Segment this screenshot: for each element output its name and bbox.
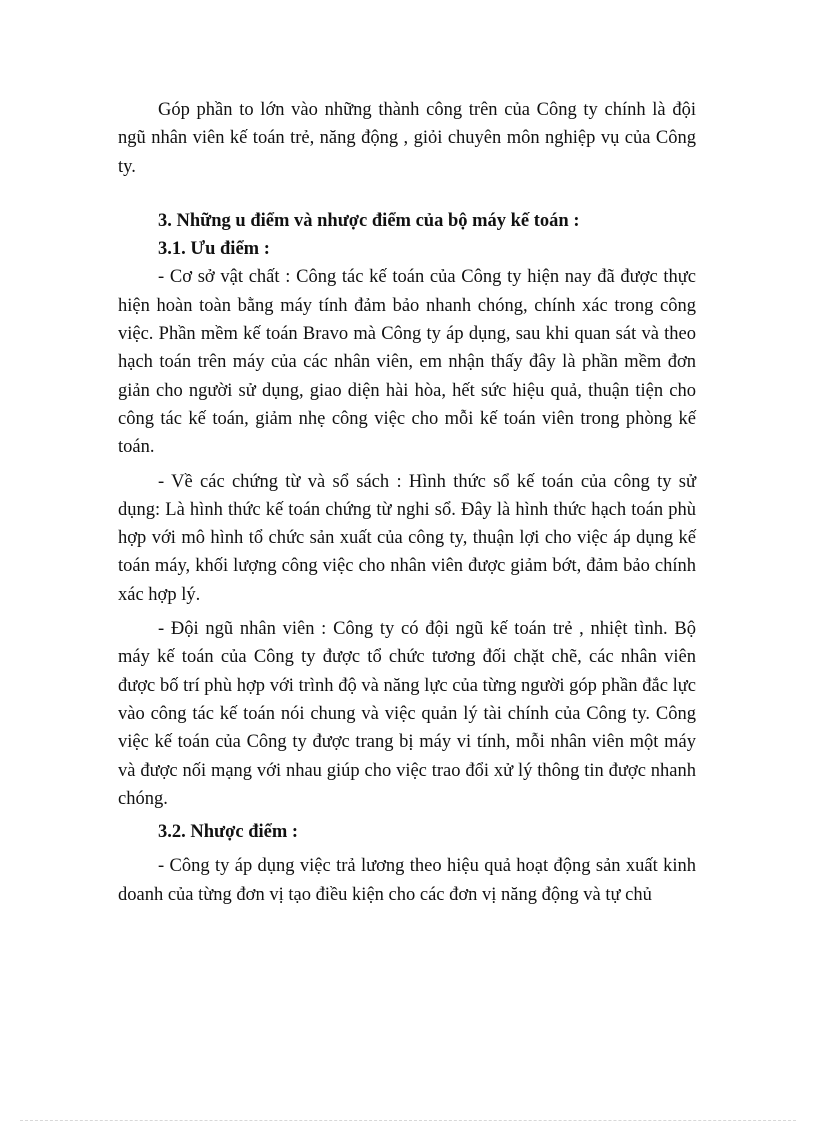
- page-bottom-divider: [20, 1120, 796, 1121]
- paragraph-staff: - Đội ngũ nhân viên : Công ty có đội ngũ kế toán trẻ , nhiệt tình. Bộ máy kế toán của Công ty được tổ chức tương đối chặt chẽ, các nhân viên được bố trí phù hợp với trình độ và năng lực của từng người góp phần đắc lực vào công tác kế toán nói chung và việc quản lý tài chính của Công ty. Công việc kế toán của Công ty được trang bị máy vi tính, mỗi nhân viên một máy và được nối mạng với nhau giúp cho việc trao đổi xử lý thông tin được nhanh chóng.: [118, 619, 696, 809]
- paragraph-documents: - Về các chứng từ và sổ sách : Hình thức sổ kế toán của công ty sử dụng: Là hình thức kế toán chứng từ nghi sổ. Đây là hình thức hạch toán phù hợp với mô hình tổ chức sản xuất của công ty, thuận lợi cho việc áp dụng kế toán máy, khối lượng công việc cho nhân viên được giảm bớt, đảm bảo chính xác hợp lý.: [118, 471, 696, 605]
- paragraph-disadvantage: - Công ty áp dụng việc trả lương theo hiệu quả hoạt động sản xuất kinh doanh của từng đơn vị tạo điều kiện cho các đơn vị năng động và tự chủ: [118, 856, 696, 905]
- subsection-heading-3-2: 3.2. Nhược điểm :: [158, 822, 299, 843]
- paragraph-facilities: - Cơ sở vật chất : Công tác kế toán của Công ty hiện nay đã được thực hiện hoàn toàn bằng máy tính đảm bảo nhanh chóng, chính xác trong công việc. Phần mềm kế toán Bravo mà Công ty áp dụng, sau khi quan sát và theo hạch toán trên máy của các nhân viên, em nhận thấy đây là phần mềm đơn giản cho người sử dụng, giao diện hài hòa, hết sức hiệu quả, thuận tiện cho công tác kế toán, giảm nhẹ công việc cho mỗi kế toán viên trong phòng kế toán.: [118, 267, 696, 458]
- section-heading-3: 3. Những u điểm và nhược điểm của bộ máy kế toán :: [158, 210, 580, 231]
- document-page: [118, 96, 696, 909]
- subsection-heading-3-1: 3.1. Ưu điểm :: [158, 239, 270, 260]
- paragraph-intro: Góp phần to lớn vào những thành công trên của Công ty chính là đội ngũ nhân viên kế toán trẻ, năng động , giỏi chuyên môn nghiệp vụ của Công ty.: [118, 100, 696, 177]
